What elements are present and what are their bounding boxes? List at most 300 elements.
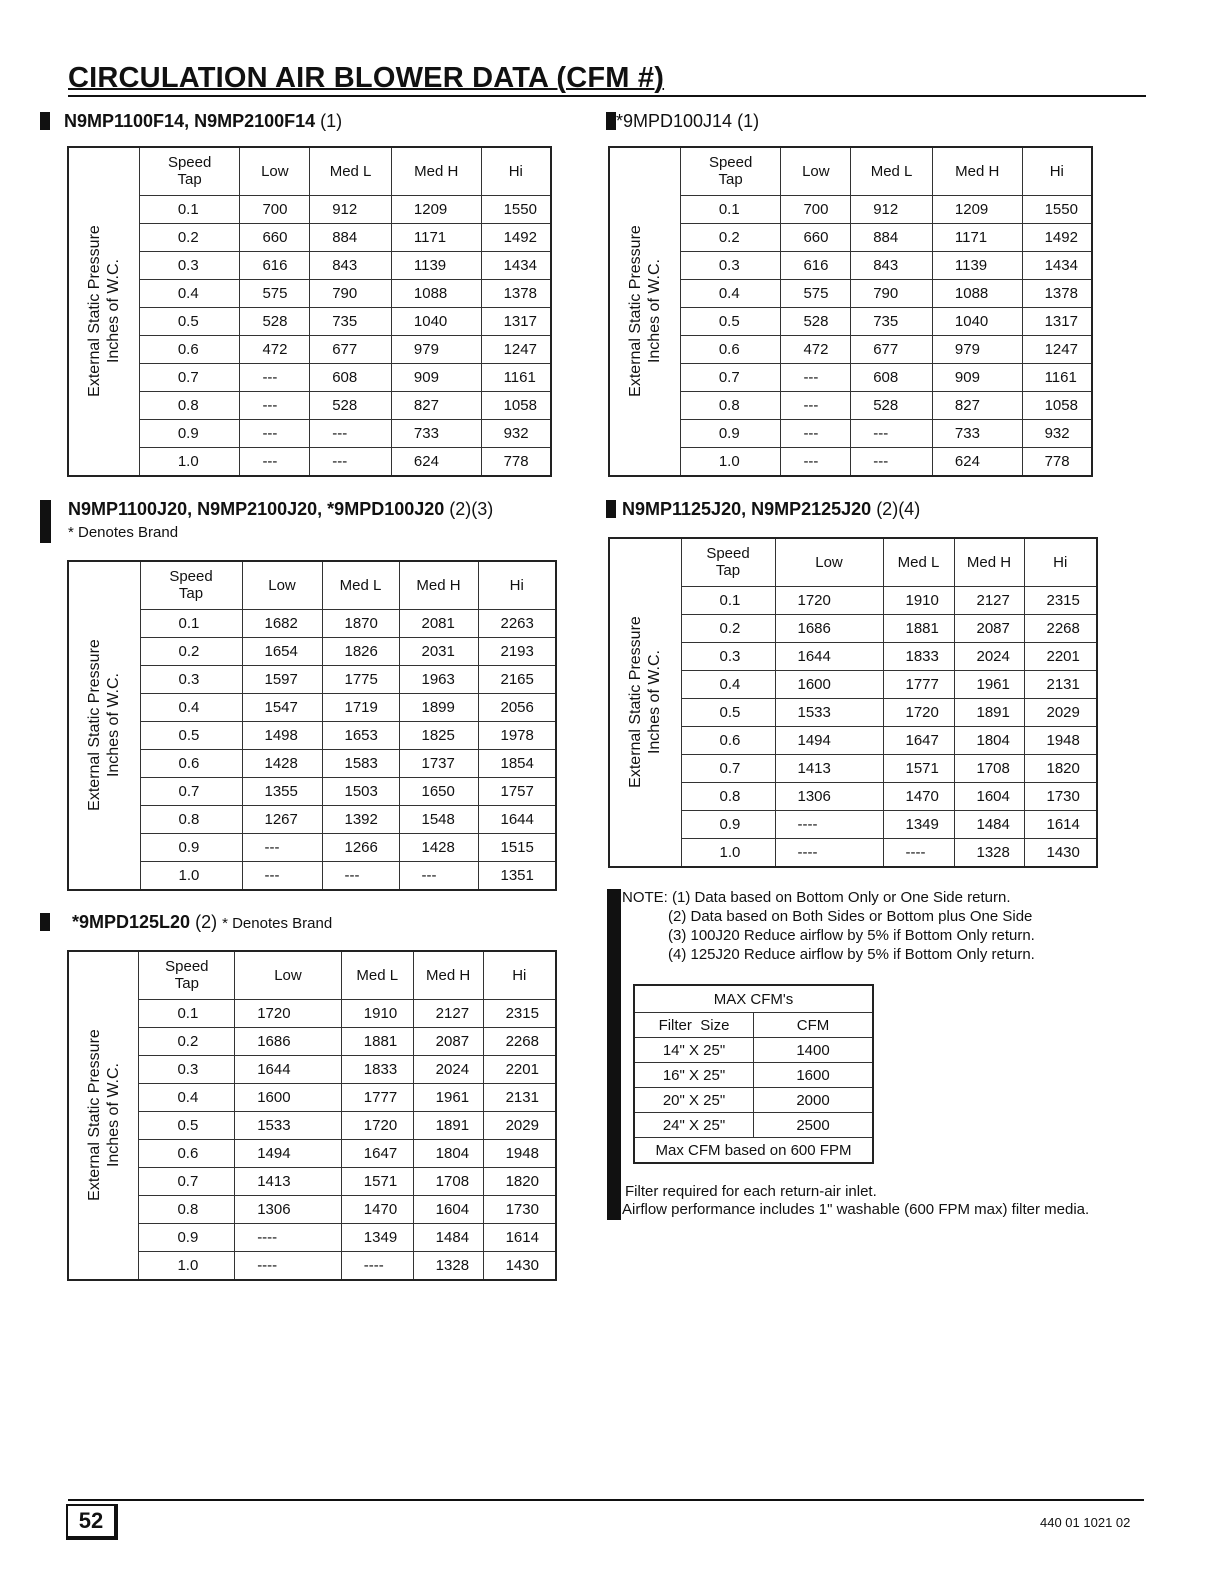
- cfm-cell: 1430: [483, 1251, 556, 1280]
- cfm-cell: 1583: [322, 749, 399, 777]
- note-line-3: (3) 100J20 Reduce airflow by 5% if Bottom Only return.: [668, 927, 1035, 944]
- cfm-cell: 1804: [954, 726, 1024, 754]
- table-row: [609, 279, 1092, 307]
- cfm-cell: 700: [781, 195, 851, 223]
- cfm-cell: 1978: [478, 721, 556, 749]
- cfm-cell: 1306: [235, 1195, 342, 1223]
- table-row: [68, 251, 551, 279]
- table-row: [68, 195, 551, 223]
- cfm-cell: 1571: [341, 1167, 413, 1195]
- filter-size: 14" X 25": [634, 1038, 754, 1063]
- cfm-cell: 1428: [399, 833, 478, 861]
- speed-tap-cell: 0.3: [140, 665, 242, 693]
- cfm-cell: 2087: [413, 1027, 483, 1055]
- cfm-cell: 912: [851, 195, 933, 223]
- cfm-cell: 1247: [481, 335, 551, 363]
- table-row: [68, 833, 556, 861]
- cfm-cell: 1533: [235, 1111, 342, 1139]
- speed-tap-cell: 0.5: [680, 307, 781, 335]
- header-med-h: Med H: [413, 951, 483, 999]
- cfm-cell: ---: [240, 447, 310, 476]
- cfm-cell: 1820: [1024, 754, 1097, 782]
- cfm-cell: 528: [310, 391, 392, 419]
- cfm-cell: 1378: [1022, 279, 1092, 307]
- cfm-cell: ---: [240, 419, 310, 447]
- cfm-cell: 1571: [883, 754, 954, 782]
- cfm-cell: ---: [781, 363, 851, 391]
- speed-tap-cell: 0.2: [139, 223, 240, 251]
- cfm-cell: 1058: [1022, 391, 1092, 419]
- header-hi: Hi: [483, 951, 556, 999]
- table-row: [609, 586, 1097, 614]
- table-row: [609, 419, 1092, 447]
- table-row: [609, 782, 1097, 810]
- blower-table-s1: [67, 146, 552, 477]
- header-med-l: Med L: [341, 951, 413, 999]
- cfm-cell: 1804: [413, 1139, 483, 1167]
- cfm-cell: 528: [240, 307, 310, 335]
- table-row: [609, 195, 1092, 223]
- cfm-cell: 979: [391, 335, 481, 363]
- speed-tap-cell: 0.7: [139, 363, 240, 391]
- speed-tap-cell: 0.4: [139, 279, 240, 307]
- table-row: [609, 223, 1092, 251]
- cfm-cell: 2201: [483, 1055, 556, 1083]
- cfm-cell: 1820: [483, 1167, 556, 1195]
- speed-tap-cell: 0.2: [140, 637, 242, 665]
- table-row: [68, 637, 556, 665]
- cfm-cell: 1267: [242, 805, 322, 833]
- cfm-cell: 2029: [483, 1111, 556, 1139]
- table-row: [68, 223, 551, 251]
- speed-tap-cell: 0.8: [140, 805, 242, 833]
- cfm-cell: ---: [781, 391, 851, 419]
- table-row: [609, 698, 1097, 726]
- blower-table-s2: [608, 146, 1093, 477]
- cfm-cell: 1604: [413, 1195, 483, 1223]
- speed-tap-cell: 0.1: [140, 609, 242, 637]
- cfm-cell: 1161: [481, 363, 551, 391]
- cfm-cell: 1515: [478, 833, 556, 861]
- table-row: [68, 665, 556, 693]
- table-row: [68, 1139, 556, 1167]
- cfm-cell: 909: [391, 363, 481, 391]
- speed-tap-cell: 0.7: [681, 754, 775, 782]
- cfm-cell: 1737: [399, 749, 478, 777]
- cfm-cell: 1720: [235, 999, 342, 1027]
- cfm-cell: 1644: [775, 642, 883, 670]
- table-row: [68, 609, 556, 637]
- table-row: [68, 1111, 556, 1139]
- speed-tap-cell: 0.1: [680, 195, 781, 223]
- table-row: [609, 447, 1092, 476]
- table-row: [609, 838, 1097, 867]
- speed-tap-cell: 0.3: [139, 1055, 235, 1083]
- table-row: [68, 805, 556, 833]
- cfm-cell: 1171: [932, 223, 1022, 251]
- cfm-cell: 735: [310, 307, 392, 335]
- cfm-cell: 472: [781, 335, 851, 363]
- speed-tap-cell: 0.5: [681, 698, 775, 726]
- cfm-cell: 1682: [242, 609, 322, 637]
- cfm-cell: ---: [310, 447, 392, 476]
- cfm-cell: 1139: [932, 251, 1022, 279]
- blower-table-s5: [67, 950, 557, 1281]
- header-low: Low: [240, 147, 310, 195]
- max-cfm-header-filter: Filter Size: [634, 1013, 754, 1038]
- speed-tap-cell: 0.8: [139, 391, 240, 419]
- cfm-cell: 1470: [341, 1195, 413, 1223]
- cfm-cell: 1378: [481, 279, 551, 307]
- speed-tap-cell: 1.0: [139, 1251, 235, 1280]
- cfm-cell: 1494: [775, 726, 883, 754]
- cfm-cell: 1910: [341, 999, 413, 1027]
- cfm-cell: 827: [932, 391, 1022, 419]
- table-row: [609, 754, 1097, 782]
- cfm-cell: 884: [851, 223, 933, 251]
- cfm-cell: ---: [242, 861, 322, 890]
- speed-tap-cell: 0.4: [681, 670, 775, 698]
- section-bar: [40, 500, 51, 543]
- cfm-cell: 1058: [481, 391, 551, 419]
- cfm-cell: 1430: [1024, 838, 1097, 867]
- table-row: [68, 1195, 556, 1223]
- table-row: [68, 721, 556, 749]
- cfm-cell: 1686: [775, 614, 883, 642]
- cfm-cell: ---: [781, 419, 851, 447]
- cfm-cell: 1470: [883, 782, 954, 810]
- table-row: [68, 419, 551, 447]
- cfm-cell: 1484: [413, 1223, 483, 1251]
- cfm-cell: 790: [851, 279, 933, 307]
- speed-tap-cell: 1.0: [680, 447, 781, 476]
- cfm-cell: 1550: [481, 195, 551, 223]
- header-speed-tap: Speed Tap: [681, 538, 775, 586]
- table-row: [609, 614, 1097, 642]
- cfm-cell: ----: [775, 810, 883, 838]
- cfm-value: 2500: [754, 1113, 874, 1138]
- speed-tap-cell: 0.8: [681, 782, 775, 810]
- cfm-cell: 790: [310, 279, 392, 307]
- cfm-cell: 1413: [235, 1167, 342, 1195]
- cfm-cell: 1040: [391, 307, 481, 335]
- speed-tap-cell: 0.6: [139, 335, 240, 363]
- speed-tap-cell: 0.9: [680, 419, 781, 447]
- cfm-cell: 660: [240, 223, 310, 251]
- side-label-cell: [68, 147, 139, 476]
- cfm-cell: 1720: [341, 1111, 413, 1139]
- cfm-cell: 528: [851, 391, 933, 419]
- cfm-cell: 1948: [1024, 726, 1097, 754]
- cfm-cell: 1434: [481, 251, 551, 279]
- cfm-cell: 1708: [954, 754, 1024, 782]
- cfm-cell: 1891: [954, 698, 1024, 726]
- cfm-cell: 1492: [1022, 223, 1092, 251]
- cfm-cell: ---: [240, 363, 310, 391]
- cfm-cell: 528: [781, 307, 851, 335]
- cfm-cell: 1349: [883, 810, 954, 838]
- cfm-cell: 1139: [391, 251, 481, 279]
- section-heading-s3: N9MP1100J20, N9MP2100J20, *9MPD100J20 (2)(3): [68, 499, 494, 519]
- header-med-l: Med L: [851, 147, 933, 195]
- cfm-cell: 1961: [954, 670, 1024, 698]
- header-med-h: Med H: [932, 147, 1022, 195]
- header-med-h: Med H: [391, 147, 481, 195]
- speed-tap-cell: 0.6: [140, 749, 242, 777]
- bullet-icon: [606, 500, 616, 518]
- cfm-cell: 1548: [399, 805, 478, 833]
- cfm-cell: 1494: [235, 1139, 342, 1167]
- cfm-cell: 1644: [235, 1055, 342, 1083]
- cfm-cell: 1503: [322, 777, 399, 805]
- max-cfm-footer: Max CFM based on 600 FPM: [634, 1138, 873, 1164]
- cfm-cell: 733: [391, 419, 481, 447]
- cfm-cell: 1088: [391, 279, 481, 307]
- cfm-cell: 616: [240, 251, 310, 279]
- cfm-cell: 1088: [932, 279, 1022, 307]
- speed-tap-cell: 0.9: [139, 1223, 235, 1251]
- cfm-cell: 1209: [391, 195, 481, 223]
- side-label-cell: [68, 561, 140, 890]
- speed-tap-cell: 0.9: [681, 810, 775, 838]
- cfm-cell: 2081: [399, 609, 478, 637]
- cfm-cell: 1708: [413, 1167, 483, 1195]
- cfm-cell: 1161: [1022, 363, 1092, 391]
- cfm-cell: 1757: [478, 777, 556, 805]
- side-label-cell: [609, 147, 680, 476]
- cfm-cell: 1533: [775, 698, 883, 726]
- cfm-cell: 1317: [1022, 307, 1092, 335]
- speed-tap-cell: 0.1: [139, 999, 235, 1027]
- cfm-cell: 1306: [775, 782, 883, 810]
- table-row: [68, 999, 556, 1027]
- side-label: External Static Pressure Inches of W.C.: [86, 639, 123, 812]
- cfm-cell: 1349: [341, 1223, 413, 1251]
- cfm-cell: 1720: [883, 698, 954, 726]
- cfm-cell: 1413: [775, 754, 883, 782]
- cfm-cell: 2193: [478, 637, 556, 665]
- table-row: [609, 391, 1092, 419]
- header-med-h: Med H: [954, 538, 1024, 586]
- cfm-cell: 575: [781, 279, 851, 307]
- cfm-cell: 1600: [775, 670, 883, 698]
- cfm-cell: 1171: [391, 223, 481, 251]
- cfm-cell: 1355: [242, 777, 322, 805]
- table-row: [68, 363, 551, 391]
- note-line-1: NOTE: (1) Data based on Bottom Only or One Side return.: [622, 889, 1011, 906]
- cfm-cell: 700: [240, 195, 310, 223]
- table-row: [68, 279, 551, 307]
- cfm-cell: ---: [851, 419, 933, 447]
- cfm-cell: 575: [240, 279, 310, 307]
- cfm-cell: 932: [481, 419, 551, 447]
- cfm-cell: 979: [932, 335, 1022, 363]
- speed-tap-cell: 0.8: [680, 391, 781, 419]
- cfm-cell: 1899: [399, 693, 478, 721]
- header-low: Low: [775, 538, 883, 586]
- cfm-cell: ----: [341, 1251, 413, 1280]
- table-row: [68, 1027, 556, 1055]
- cfm-cell: 1547: [242, 693, 322, 721]
- cfm-cell: 1647: [341, 1139, 413, 1167]
- max-cfm-title: MAX CFM's: [634, 985, 873, 1013]
- cfm-cell: 1600: [235, 1083, 342, 1111]
- speed-tap-cell: 1.0: [681, 838, 775, 867]
- speed-tap-cell: 1.0: [139, 447, 240, 476]
- cfm-cell: 1775: [322, 665, 399, 693]
- cfm-cell: 843: [310, 251, 392, 279]
- speed-tap-cell: 0.6: [681, 726, 775, 754]
- cfm-cell: 884: [310, 223, 392, 251]
- cfm-cell: 1777: [883, 670, 954, 698]
- cfm-cell: 2087: [954, 614, 1024, 642]
- header-low: Low: [781, 147, 851, 195]
- header-low: Low: [242, 561, 322, 609]
- cfm-cell: 827: [391, 391, 481, 419]
- speed-tap-cell: 0.4: [680, 279, 781, 307]
- cfm-cell: ---: [310, 419, 392, 447]
- cfm-cell: 2165: [478, 665, 556, 693]
- cfm-cell: 1730: [483, 1195, 556, 1223]
- cfm-cell: 1492: [481, 223, 551, 251]
- cfm-cell: 624: [391, 447, 481, 476]
- cfm-cell: 2031: [399, 637, 478, 665]
- cfm-cell: 2268: [1024, 614, 1097, 642]
- table-row: [68, 1251, 556, 1280]
- table-row: [609, 642, 1097, 670]
- cfm-cell: 2029: [1024, 698, 1097, 726]
- table-row: [68, 693, 556, 721]
- cfm-cell: 1686: [235, 1027, 342, 1055]
- cfm-cell: 1730: [1024, 782, 1097, 810]
- speed-tap-cell: 0.2: [680, 223, 781, 251]
- header-hi: Hi: [478, 561, 556, 609]
- cfm-cell: ---: [242, 833, 322, 861]
- side-label: External Static Pressure Inches of W.C.: [626, 225, 663, 398]
- header-speed-tap: Speed Tap: [139, 147, 240, 195]
- cfm-cell: 1854: [478, 749, 556, 777]
- cfm-value: 1600: [754, 1063, 874, 1088]
- table-row: [609, 335, 1092, 363]
- section-heading-s1: N9MP1100F14, N9MP2100F14 (1): [40, 110, 342, 132]
- max-cfm-header-cfm: CFM: [754, 1013, 874, 1038]
- denotes-brand-s3: * Denotes Brand: [68, 524, 179, 541]
- cfm-cell: 1040: [932, 307, 1022, 335]
- cfm-cell: 2127: [413, 999, 483, 1027]
- cfm-cell: 735: [851, 307, 933, 335]
- speed-tap-cell: 0.3: [680, 251, 781, 279]
- header-speed-tap: Speed Tap: [680, 147, 781, 195]
- table-row: [609, 810, 1097, 838]
- cfm-cell: 2268: [483, 1027, 556, 1055]
- cfm-cell: 2315: [483, 999, 556, 1027]
- cfm-cell: ----: [883, 838, 954, 867]
- table-row: [68, 861, 556, 890]
- cfm-cell: ----: [775, 838, 883, 867]
- header-med-h: Med H: [399, 561, 478, 609]
- table-row: [68, 307, 551, 335]
- table-row: [68, 1167, 556, 1195]
- header-speed-tap: Speed Tap: [140, 561, 242, 609]
- bullet-icon: [40, 913, 50, 931]
- cfm-cell: 1328: [413, 1251, 483, 1280]
- cfm-cell: 1825: [399, 721, 478, 749]
- speed-tap-cell: 0.5: [139, 1111, 235, 1139]
- cfm-cell: 1247: [1022, 335, 1092, 363]
- cfm-cell: 778: [1022, 447, 1092, 476]
- cfm-cell: 1826: [322, 637, 399, 665]
- speed-tap-cell: 0.7: [680, 363, 781, 391]
- bullet-icon: [606, 112, 616, 130]
- cfm-cell: 1209: [932, 195, 1022, 223]
- note-bar: [607, 889, 621, 1220]
- side-label: External Static Pressure Inches of W.C.: [85, 225, 122, 398]
- speed-tap-cell: 0.1: [681, 586, 775, 614]
- filter-size: 20" X 25": [634, 1088, 754, 1113]
- cfm-cell: 1644: [478, 805, 556, 833]
- cfm-cell: ---: [781, 447, 851, 476]
- table-row: [609, 251, 1092, 279]
- cfm-cell: ----: [235, 1251, 342, 1280]
- cfm-cell: 1597: [242, 665, 322, 693]
- bullet-icon: [40, 112, 50, 130]
- cfm-cell: 1719: [322, 693, 399, 721]
- cfm-cell: 1891: [413, 1111, 483, 1139]
- header-speed-tap: Speed Tap: [139, 951, 235, 999]
- section-heading-s5: *9MPD125L20 (2) * Denotes Brand: [40, 911, 332, 935]
- table-row: [609, 726, 1097, 754]
- cfm-cell: 1266: [322, 833, 399, 861]
- speed-tap-cell: 0.9: [140, 833, 242, 861]
- cfm-cell: 2131: [483, 1083, 556, 1111]
- cfm-cell: 1351: [478, 861, 556, 890]
- blower-table-s3: [67, 560, 557, 891]
- cfm-cell: 1428: [242, 749, 322, 777]
- page-title: CIRCULATION AIR BLOWER DATA (CFM #): [68, 62, 1146, 97]
- cfm-cell: 1910: [883, 586, 954, 614]
- cfm-cell: 1604: [954, 782, 1024, 810]
- cfm-cell: 677: [310, 335, 392, 363]
- page-number: 52: [66, 1504, 118, 1540]
- cfm-cell: 608: [851, 363, 933, 391]
- speed-tap-cell: 0.9: [139, 419, 240, 447]
- header-med-l: Med L: [310, 147, 392, 195]
- side-label-cell: [609, 538, 681, 867]
- cfm-cell: 912: [310, 195, 392, 223]
- header-low: Low: [235, 951, 342, 999]
- section-heading-s4: N9MP1125J20, N9MP2125J20 (2)(4): [606, 498, 920, 520]
- speed-tap-cell: 0.2: [681, 614, 775, 642]
- speed-tap-cell: 0.1: [139, 195, 240, 223]
- cfm-cell: 1948: [483, 1139, 556, 1167]
- cfm-cell: 1550: [1022, 195, 1092, 223]
- cfm-cell: 2024: [954, 642, 1024, 670]
- cfm-cell: 472: [240, 335, 310, 363]
- cfm-cell: 1833: [883, 642, 954, 670]
- notes-block: [622, 888, 1035, 964]
- cfm-cell: 1833: [341, 1055, 413, 1083]
- cfm-cell: 2131: [1024, 670, 1097, 698]
- header-hi: Hi: [481, 147, 551, 195]
- cfm-cell: ---: [322, 861, 399, 890]
- cfm-cell: 1653: [322, 721, 399, 749]
- cfm-cell: 1650: [399, 777, 478, 805]
- table-row: [609, 307, 1092, 335]
- cfm-cell: 1963: [399, 665, 478, 693]
- cfm-cell: 1654: [242, 637, 322, 665]
- header-hi: Hi: [1022, 147, 1092, 195]
- cfm-cell: 2056: [478, 693, 556, 721]
